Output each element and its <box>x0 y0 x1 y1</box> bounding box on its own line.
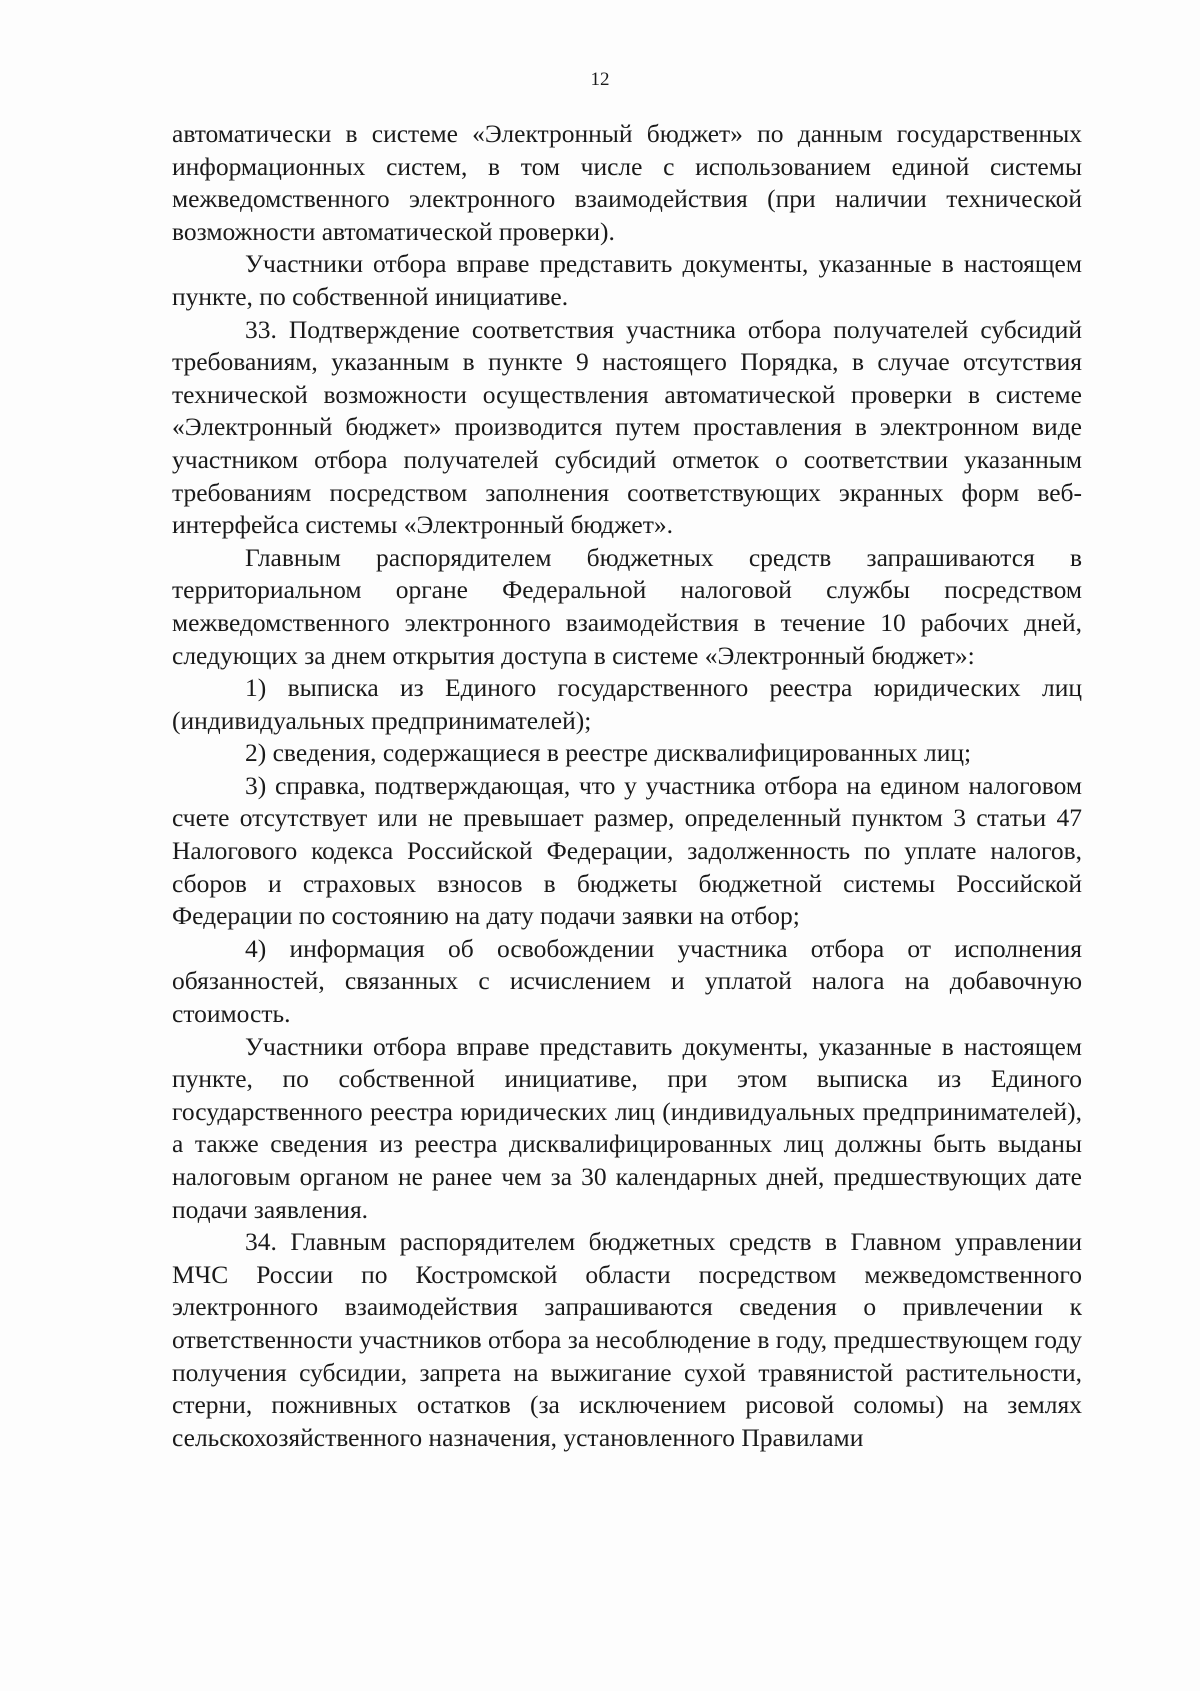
list-item: 3) справка, подтверждающая, что у участника отбора на едином налоговом счете отсутствует или не превышает размер, определенный пунктом 3 статьи 47 Налогового кодекса Российской Федерации, задолженность по уплате налогов, сборов и страховых взносов в бюджеты бюджетной системы Российской Федерации по состоянию на дату подачи заявки на отбор; <box>172 770 1082 931</box>
paragraph: автоматически в системе «Электронный бюджет» по данным государственных информационных систем, в том числе с использованием единой системы межведомственного электронного взаимодействия (при наличии технической возможности автоматической проверки). <box>172 119 1082 246</box>
paragraph: Участники отбора вправе представить документы, указанные в настоящем пункте, по собственной инициативе, при этом выписка из Единого государственного реестра юридических лиц (индивидуальных предпринимателей), а также сведения из реестра дисквалифицированных лиц должны быть выданы налоговым органом не ранее чем за 30 календарных дней, предшествующих дате подачи заявления. <box>172 1031 1082 1224</box>
list-item: 4) информация об освобождении участника отбора от исполнения обязанностей, связанных с исчислением и уплатой налога на добавочную стоимость. <box>172 933 1082 1029</box>
paragraph: Главным распорядителем бюджетных средств запрашиваются в территориальном органе Федеральной налоговой службы посредством межведомственного электронного взаимодействия в течение 10 рабочих дней, следующих за днем открытия доступа в системе «Электронный бюджет»: <box>172 542 1082 670</box>
paragraph: Участники отбора вправе представить документы, указанные в настоящем пункте, по собственной инициативе. <box>172 249 1082 311</box>
page-number: 12 <box>590 69 610 90</box>
document-body <box>172 118 1082 1454</box>
list-item: 2) сведения, содержащиеся в реестре дисквалифицированных лиц; <box>245 738 972 768</box>
paragraph-item-33: 33. Подтверждение соответствия участника отбора получателей субсидий требованиям, указанным в пункте 9 настоящего Порядка, в случае отсутствия технической возможности осуществления автоматической проверки в системе «Электронный бюджет» производится путем проставления в электронном виде участником отбора получателей субсидий отметок о соответствии указанным требованиям посредством заполнения соответствующих экранных форм веб-интерфейса системы «Электронный бюджет». <box>172 314 1082 540</box>
paragraph-item-34: 34. Главным распорядителем бюджетных средств в Главном управлении МЧС России по Костромской области посредством межведомственного электронного взаимодействия запрашиваются сведения о привлечении к ответственности участников отбора за несоблюдение в году, предшествующем году получения субсидии, запрета на выжигание сухой травянистой растительности, стерни, пожнивных остатков (за исключением рисовой соломы) на землях сельскохозяйственного назначения, установленного Правилами <box>172 1227 1082 1452</box>
list-item: 1) выписка из Единого государственного реестра юридических лиц (индивидуальных предпринимателей); <box>172 673 1082 735</box>
